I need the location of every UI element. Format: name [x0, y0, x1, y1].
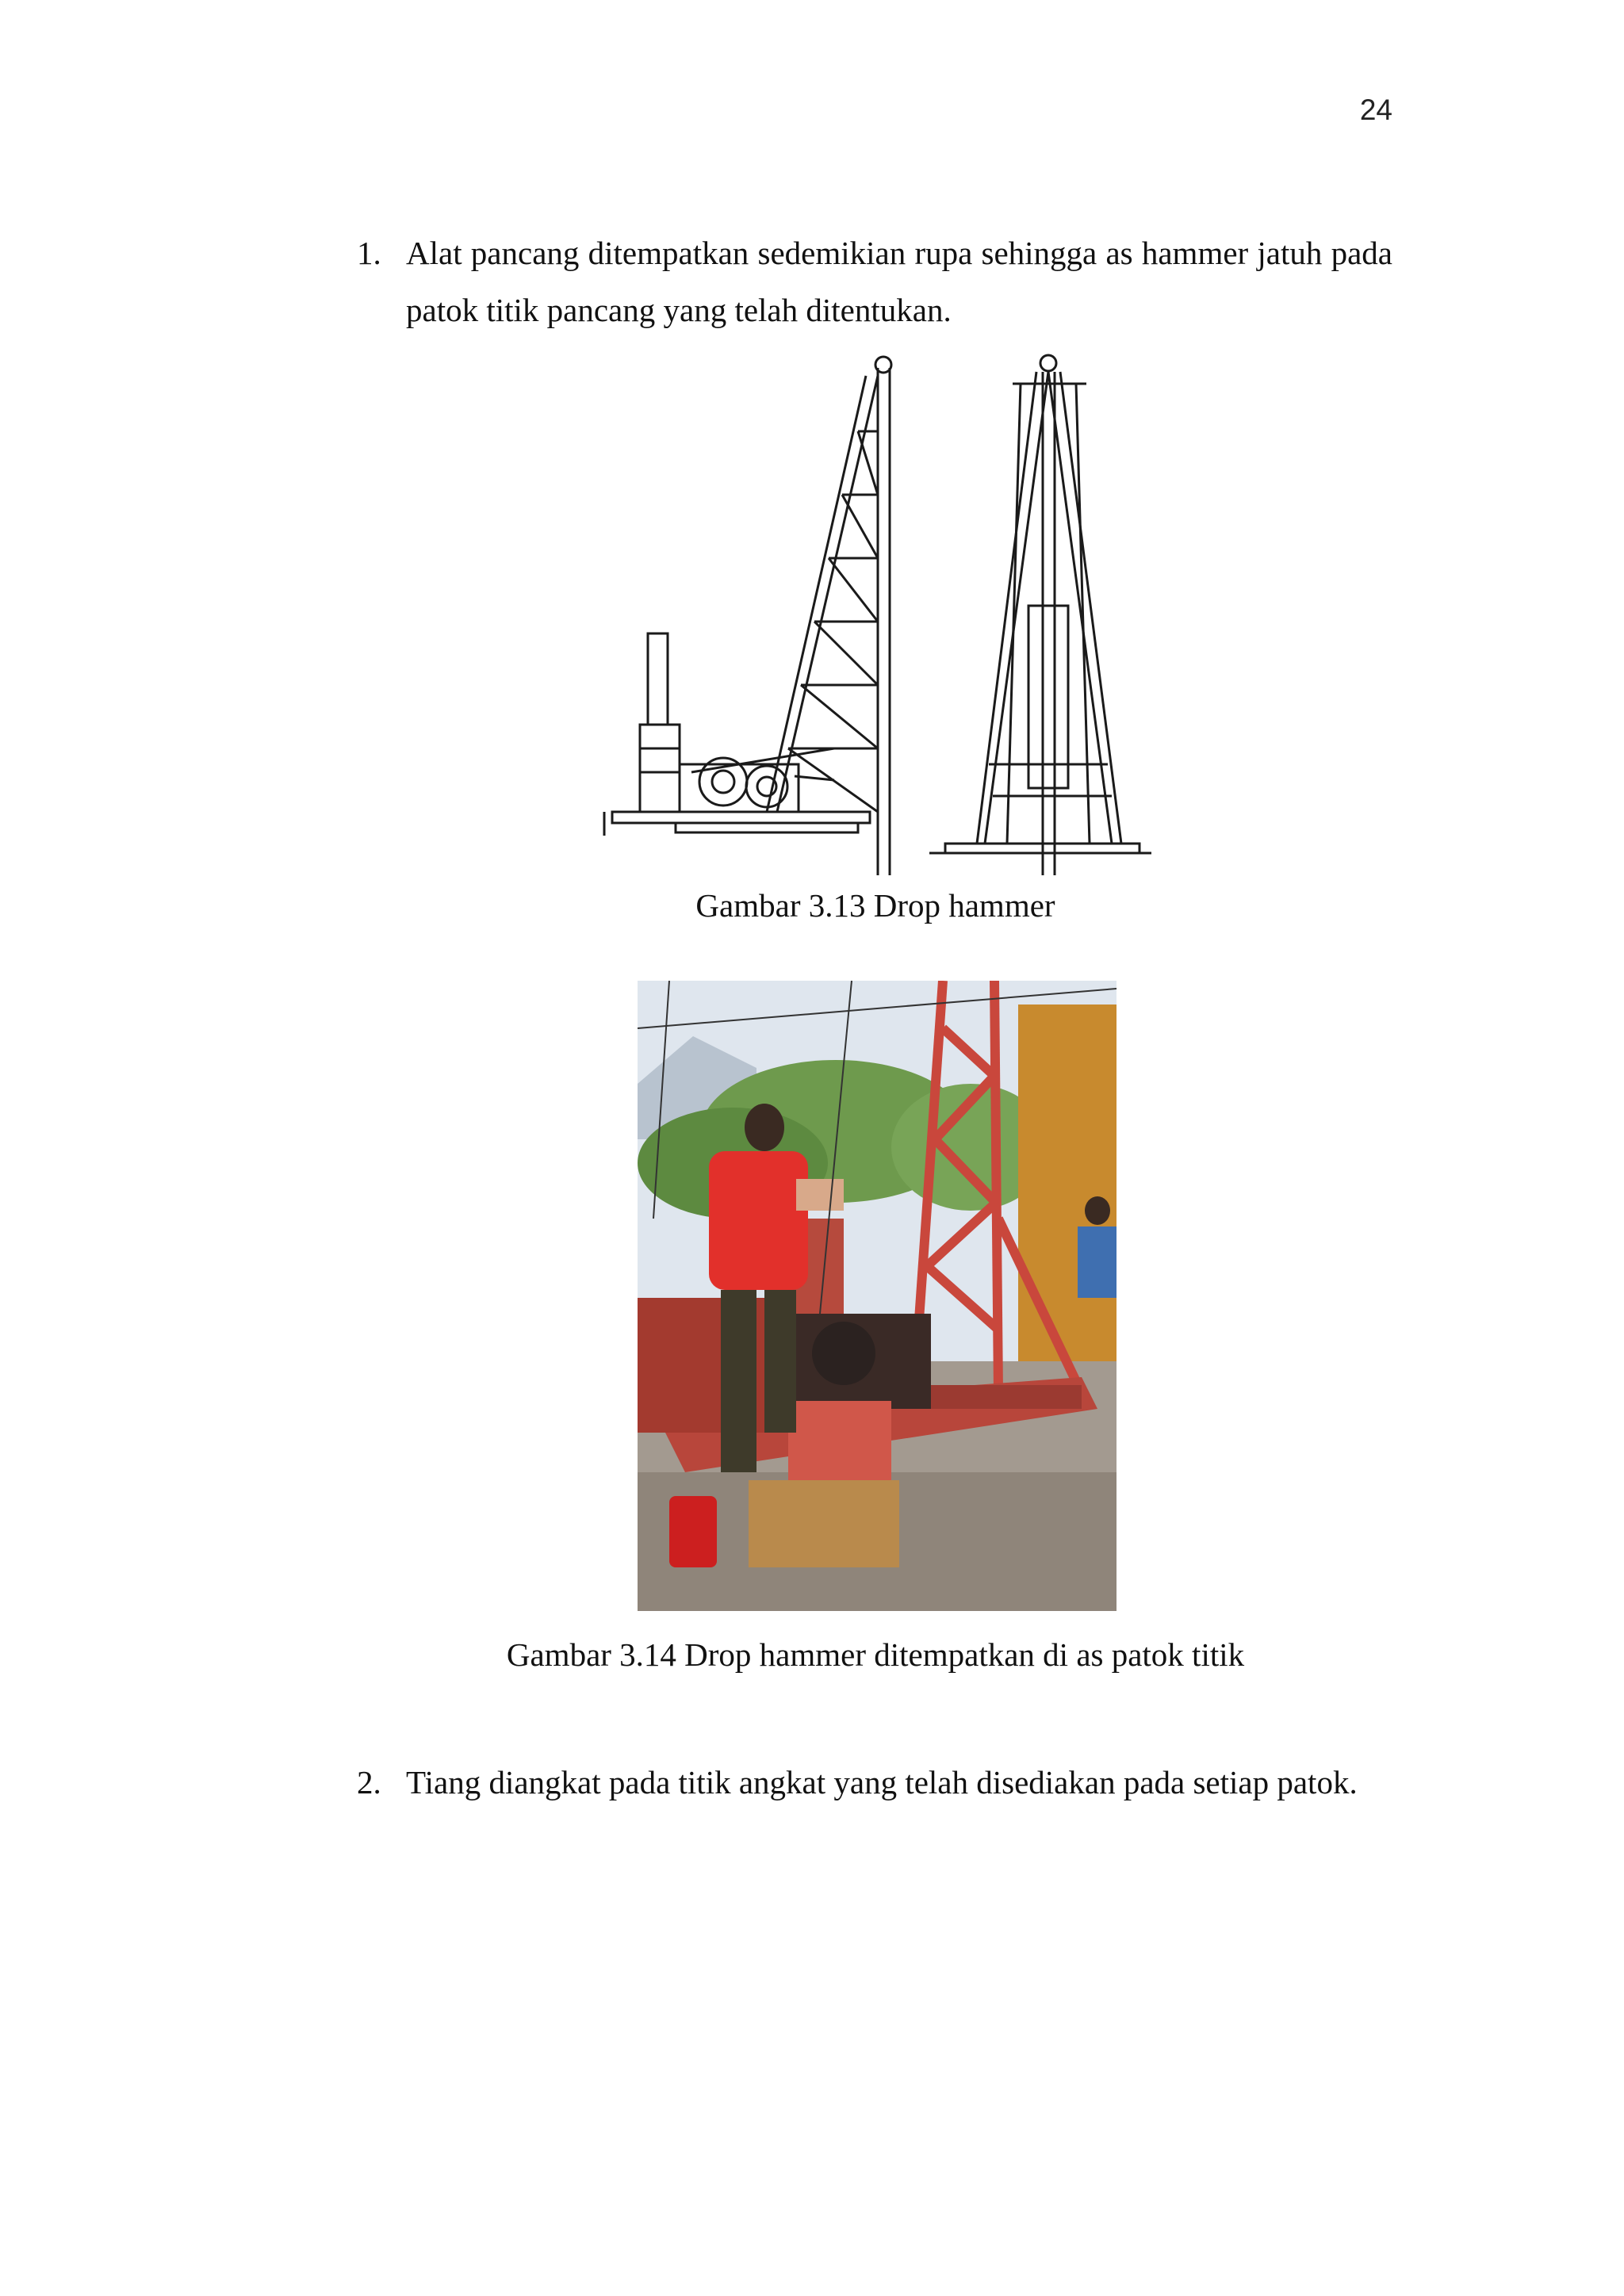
list-text: Alat pancang ditempatkan sedemikian rupa sehingga as hammer jatuh pada patok titik pancang yang telah ditentukan.: [406, 235, 1392, 328]
site-photo: [638, 981, 1116, 1611]
page-number: 24: [1359, 94, 1392, 126]
list-text: Tiang diangkat pada titik angkat yang telah disediakan pada setiap patok.: [406, 1764, 1358, 1800]
list-item: [357, 224, 1392, 339]
figure-caption: Gambar 3.13 Drop hammer: [695, 887, 1055, 924]
list-number: 2.: [357, 1764, 381, 1800]
drop-hammer-drawing: [596, 352, 1151, 875]
list-item: [357, 1754, 1392, 1811]
list-number: 1.: [357, 235, 381, 271]
figure-caption: Gambar 3.14 Drop hammer ditempatkan di as patok titik: [506, 1636, 1245, 1673]
